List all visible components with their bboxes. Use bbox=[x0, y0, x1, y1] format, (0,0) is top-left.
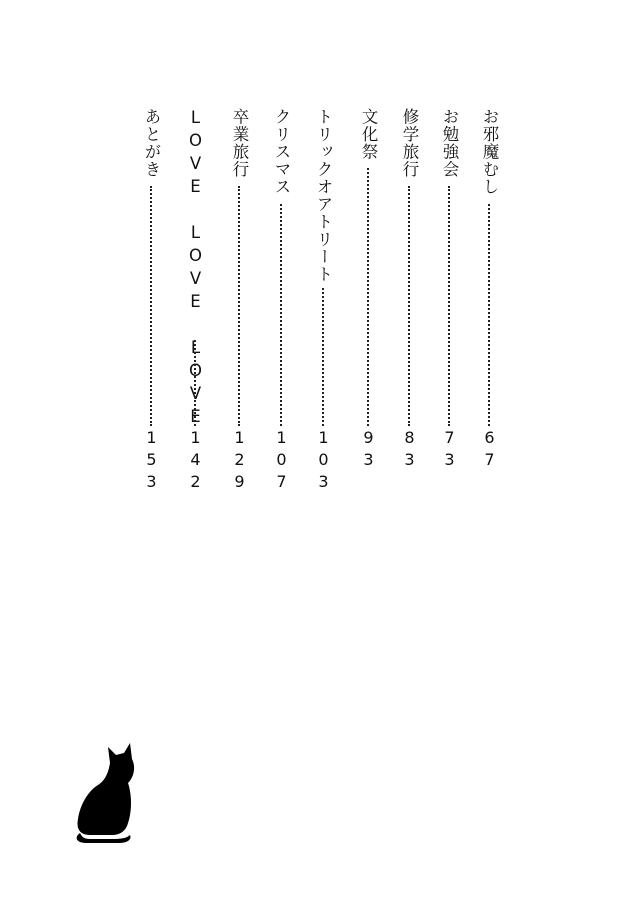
toc-entry[interactable] bbox=[355, 108, 381, 480]
toc-entry-title: クリスマス bbox=[272, 108, 291, 196]
toc-entry-title: お邪魔むし bbox=[480, 108, 499, 196]
toc-entry[interactable] bbox=[476, 108, 502, 480]
toc-entry[interactable] bbox=[310, 108, 336, 494]
toc-entry-page: 73 bbox=[440, 428, 459, 472]
toc-entry[interactable] bbox=[396, 108, 422, 480]
toc-entry-title: 卒業旅行 bbox=[230, 108, 249, 178]
dotted-leader bbox=[322, 288, 324, 426]
toc-entry[interactable] bbox=[138, 108, 164, 494]
toc-entry-title: トリックオアトリート bbox=[314, 108, 333, 283]
toc-entry-page: 67 bbox=[480, 428, 499, 472]
toc-entry[interactable] bbox=[226, 108, 252, 494]
toc-entry-page: 142 bbox=[186, 428, 205, 494]
toc-entry-page: 129 bbox=[230, 428, 249, 494]
toc-entry[interactable] bbox=[182, 108, 208, 494]
dotted-leader bbox=[238, 186, 240, 426]
toc-entry-title: 修学旅行 bbox=[400, 108, 419, 178]
toc-entry[interactable] bbox=[268, 108, 294, 494]
dotted-leader bbox=[488, 204, 490, 426]
toc-entry-page: 107 bbox=[272, 428, 291, 494]
dotted-leader bbox=[194, 340, 196, 426]
toc-entry-title: あとがき bbox=[142, 108, 161, 178]
toc-entry-page: 83 bbox=[400, 428, 419, 472]
dotted-leader bbox=[448, 186, 450, 426]
toc-entry-title: お勉強会 bbox=[440, 108, 459, 178]
toc-entry-page: 153 bbox=[142, 428, 161, 494]
dotted-leader bbox=[408, 186, 410, 426]
black-cat-icon bbox=[70, 735, 140, 845]
dotted-leader bbox=[280, 204, 282, 426]
toc-entry-page: 93 bbox=[359, 428, 378, 472]
dotted-leader bbox=[367, 168, 369, 426]
toc-entry-page: 103 bbox=[314, 428, 333, 494]
toc-entry-title: LOVE LOVE LOVE bbox=[186, 108, 205, 430]
toc-entry-title: 文化祭 bbox=[359, 108, 378, 161]
toc-entry[interactable] bbox=[436, 108, 462, 480]
dotted-leader bbox=[150, 186, 152, 426]
